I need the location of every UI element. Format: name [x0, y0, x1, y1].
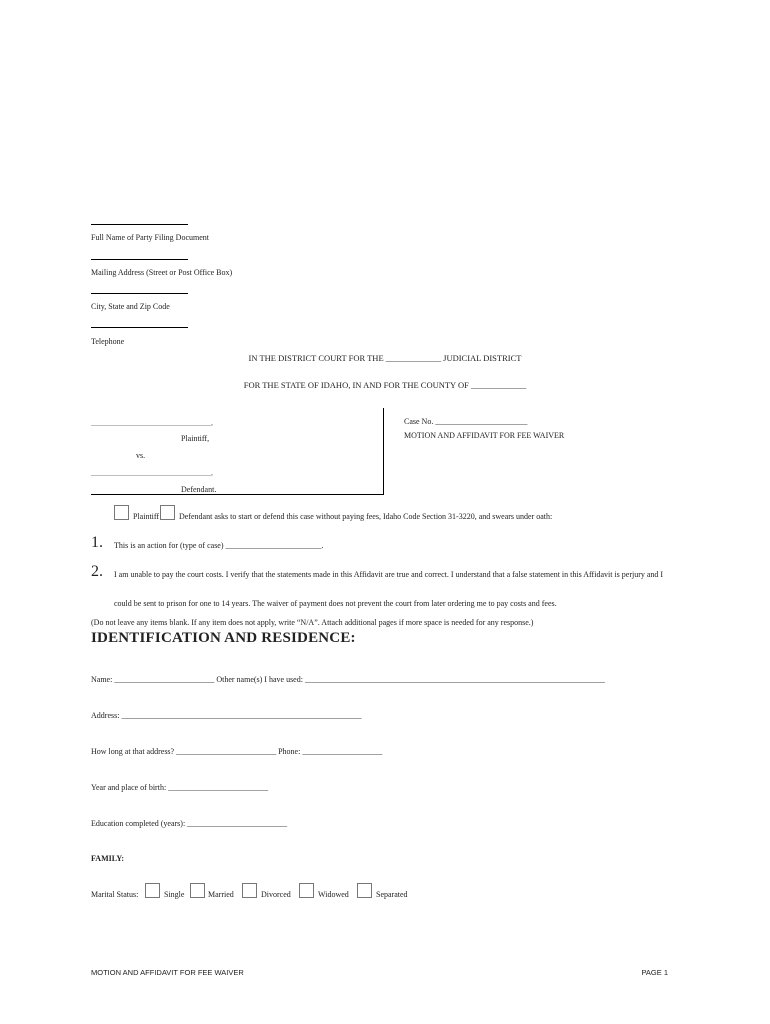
- education-field[interactable]: Education completed (years): _________________________: [91, 819, 288, 828]
- single-checkbox[interactable]: [145, 883, 160, 898]
- married-checkbox[interactable]: [190, 883, 205, 898]
- item-1-number: 1.: [91, 534, 103, 551]
- marital-status-label: Marital Status:: [91, 890, 139, 899]
- city-label: City, State and Zip Code: [91, 302, 170, 311]
- mailing-address-label: Mailing Address (Street or Post Office Box): [91, 268, 233, 277]
- separated-checkbox[interactable]: [357, 883, 372, 898]
- widowed-label: Widowed: [318, 890, 349, 899]
- case-number: Case No. _______________________: [404, 417, 528, 426]
- widowed-checkbox[interactable]: [299, 883, 314, 898]
- married-label: Married: [208, 890, 234, 899]
- court-line-1: IN THE DISTRICT COURT FOR THE _____________ JUDICIAL DISTRICT: [248, 353, 522, 363]
- caption-bottom-rule: [91, 494, 384, 495]
- motion-title: MOTION AND AFFIDAVIT FOR FEE WAIVER: [404, 431, 565, 440]
- defendant-blank: ______________________________,: [91, 468, 213, 477]
- item-2-number: 2.: [91, 563, 103, 580]
- page-number: PAGE 1: [641, 968, 668, 977]
- footer-title: MOTION AND AFFIDAVIT FOR FEE WAIVER: [91, 968, 244, 977]
- separated-label: Separated: [376, 890, 408, 899]
- plaintiff-label: Plaintiff,: [181, 434, 210, 443]
- plaintiff-checkbox[interactable]: [114, 505, 129, 520]
- family-heading: FAMILY:: [91, 854, 125, 863]
- item-2-text: I am unable to pay the court costs. I verify that the statements made in this Affidavit are true and correct. I understand that a false statement in this Affidavit is perjury and I: [114, 570, 664, 579]
- telephone-label: Telephone: [91, 337, 125, 346]
- divorced-checkbox[interactable]: [242, 883, 257, 898]
- item-1-text: This is an action for (type of case) ________________________.: [114, 541, 324, 550]
- city-line: [91, 293, 188, 294]
- address-field[interactable]: Address: ____________________________________________________________: [91, 711, 362, 720]
- divorced-label: Divorced: [261, 890, 291, 899]
- birth-field[interactable]: Year and place of birth: _________________________: [91, 783, 269, 792]
- party-statement: Defendant asks to start or defend this case without paying fees, Idaho Code Section 31-3220, and swears under oath:: [179, 512, 553, 521]
- defendant-label: Defendant.: [181, 485, 217, 494]
- plaintiff-blank: ______________________________,: [91, 418, 213, 427]
- court-line-2: FOR THE STATE OF IDAHO, IN AND FOR THE COUNTY OF _____________: [243, 380, 527, 390]
- vs-label: vs.: [136, 451, 146, 460]
- caption-vertical-rule: [383, 408, 384, 494]
- how-long-field[interactable]: How long at that address? _________________________ Phone: ____________________: [91, 747, 383, 756]
- name-field[interactable]: Name: _________________________ Other name(s) I have used: ___________________________________________________________________________: [91, 675, 605, 684]
- section-heading: IDENTIFICATION AND RESIDENCE:: [91, 630, 356, 646]
- defendant-checkbox[interactable]: [160, 505, 175, 520]
- item-2-continuation: could be sent to prison for one to 14 years. The waiver of payment does not prevent the court from later ordering me to pay costs and fees.: [114, 599, 557, 608]
- instructions-note: (Do not leave any items blank. If any item does not apply, write “N/A”. Attach additional pages if more space is needed for any response.): [91, 618, 534, 627]
- plaintiff-option-label: Plaintiff: [133, 512, 160, 521]
- mailing-address-line: [91, 259, 188, 260]
- full-name-line: [91, 224, 188, 225]
- single-label: Single: [164, 890, 185, 899]
- full-name-label: Full Name of Party Filing Document: [91, 233, 209, 242]
- telephone-line: [91, 327, 188, 328]
